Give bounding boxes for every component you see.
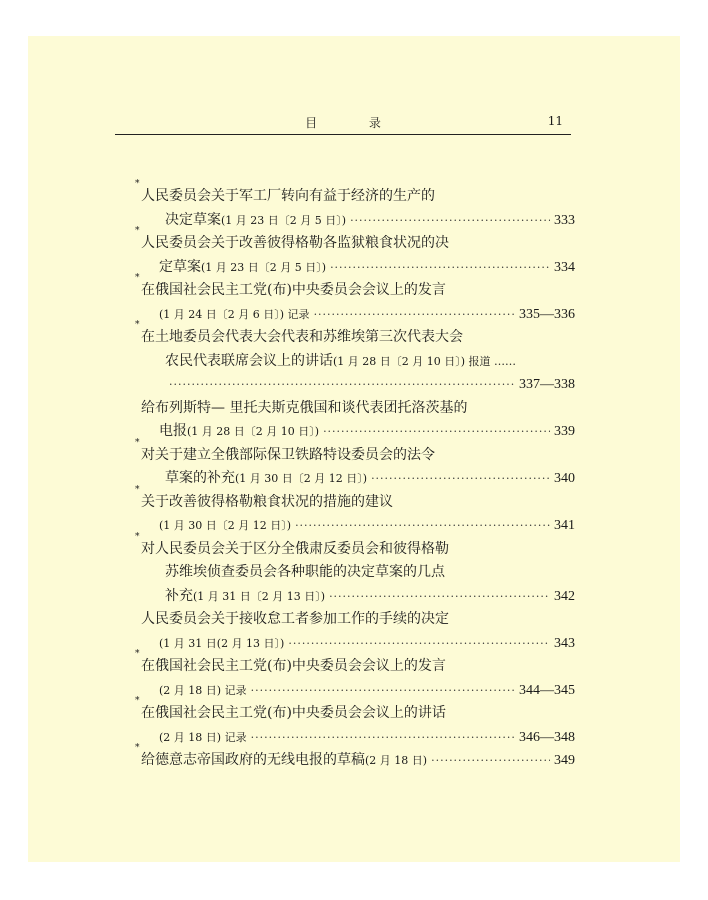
entry-title: 对人民委员会关于区分全俄肃反委员会和彼得格勒 [141, 540, 449, 557]
toc-entry[interactable] [135, 484, 575, 538]
toc-entry[interactable] [141, 608, 575, 655]
entry-date: (1 月 28 日〔2 月 10 日〕) [187, 425, 320, 438]
entry-date: (1 月 31 日(2 月 13 日〕) [159, 636, 285, 650]
star-marker: * [135, 484, 140, 495]
dot-leader [169, 373, 515, 397]
toc-entry[interactable] [135, 743, 575, 773]
dot-leader [371, 467, 550, 491]
entry-date: (2 月 18 日) 记录 [159, 683, 247, 697]
table-of-contents [135, 179, 575, 773]
entry-title-cont: 决定草案 [165, 211, 221, 228]
entry-date: (1 月 28 日〔2 月 10 日〕) 报道 …… [333, 354, 517, 368]
dot-leader [329, 585, 550, 609]
dot-leader [288, 632, 550, 656]
entry-date: (1 月 23 日〔2 月 5 日〕) [201, 260, 327, 274]
entry-page: 344—345 [519, 682, 575, 698]
entry-date: (1 月 24 日〔2 月 6 日〕) 记录 [159, 307, 310, 321]
entry-date: (1 月 30 日〔2 月 12 日〕) [159, 519, 292, 532]
entry-title: 给德意志帝国政府的无线电报的草稿 [141, 752, 365, 768]
toc-entry[interactable] [135, 437, 575, 491]
entry-title: 关于改善彼得格勒粮食状况的措施的建议 [141, 493, 393, 510]
star-marker: * [135, 531, 140, 542]
entry-page: 333 [554, 212, 575, 228]
toc-entry[interactable] [141, 397, 575, 444]
star-marker: * [135, 649, 140, 659]
star-marker: * [135, 696, 140, 706]
entry-title: 在俄国社会民主工党(布)中央委员会会议上的发言 [141, 282, 446, 298]
entry-page: 341 [554, 518, 575, 533]
dot-leader [251, 726, 515, 750]
entry-page: 342 [554, 588, 575, 604]
entry-page: 335—336 [519, 306, 575, 322]
dot-leader [314, 303, 515, 327]
entry-date: (1 月 23 日〔2 月 5 日〕) [221, 213, 347, 227]
dot-leader [251, 679, 515, 703]
entry-page: 346—348 [519, 729, 575, 745]
toc-entry[interactable] [135, 531, 575, 609]
entry-title-cont: 草案的补充 [165, 470, 235, 486]
entry-title: 在俄国社会民主工党(布)中央委员会会议上的讲话 [141, 705, 446, 721]
star-marker: * [135, 179, 140, 189]
entry-date: (2 月 18 日) [365, 754, 428, 767]
entry-title-cont: 补充 [165, 587, 193, 604]
running-header [115, 112, 571, 135]
entry-title-cont: 农民代表联席会议上的讲话 [165, 352, 333, 369]
dot-leader [330, 256, 550, 280]
entry-page: 339 [554, 424, 575, 439]
toc-entry[interactable] [135, 273, 575, 326]
entry-title: 对关于建立全俄部际保卫铁路特设委员会的法令 [141, 446, 435, 463]
header-page-number: 11 [547, 114, 563, 128]
entry-title: 人民委员会关于改善彼得格勒各监狱粮食状况的决 [141, 235, 449, 251]
header-title: 目 录 [305, 116, 405, 130]
entry-title-cont: 电报 [159, 423, 187, 439]
star-marker: * [135, 437, 140, 448]
dot-leader [295, 514, 550, 538]
entry-date: (2 月 18 日) 记录 [159, 730, 247, 744]
entry-page: 343 [554, 635, 575, 651]
toc-entry[interactable] [135, 320, 575, 397]
star-marker: * [135, 273, 140, 283]
entry-page: 334 [554, 259, 575, 275]
star-marker: * [135, 226, 140, 236]
entry-title: 在俄国社会民主工党(布)中央委员会会议上的发言 [141, 658, 446, 674]
star-marker: * [135, 743, 140, 753]
toc-entry[interactable] [135, 179, 575, 232]
dot-leader [323, 420, 550, 444]
entry-title-cont: 定草案 [159, 258, 201, 275]
entry-title: 人民委员会关于军工厂转向有益于经济的生产的 [141, 188, 435, 204]
toc-entry[interactable] [135, 696, 575, 749]
entry-date: (1 月 31 日〔2 月 13 日〕) [193, 589, 326, 603]
entry-date: (1 月 30 日〔2 月 12 日〕) [235, 472, 368, 485]
entry-page: 337—338 [519, 377, 575, 392]
dot-leader [350, 209, 550, 233]
entry-title: 给布列斯特— 里托夫斯克俄国和谈代表团托洛茨基的 [141, 399, 468, 416]
toc-entry[interactable] [135, 649, 575, 702]
entry-page: 349 [554, 753, 575, 768]
entry-title-cont: 苏维埃侦查委员会各种职能的决定草案的几点 [165, 564, 445, 580]
toc-entry[interactable] [135, 226, 575, 279]
entry-page: 340 [554, 471, 575, 486]
entry-title: 在土地委员会代表大会代表和苏维埃第三次代表大会 [141, 329, 463, 345]
entry-title: 人民委员会关于接收怠工者参加工作的手续的决定 [141, 611, 449, 627]
dot-leader [431, 749, 550, 773]
star-marker: * [135, 320, 140, 330]
